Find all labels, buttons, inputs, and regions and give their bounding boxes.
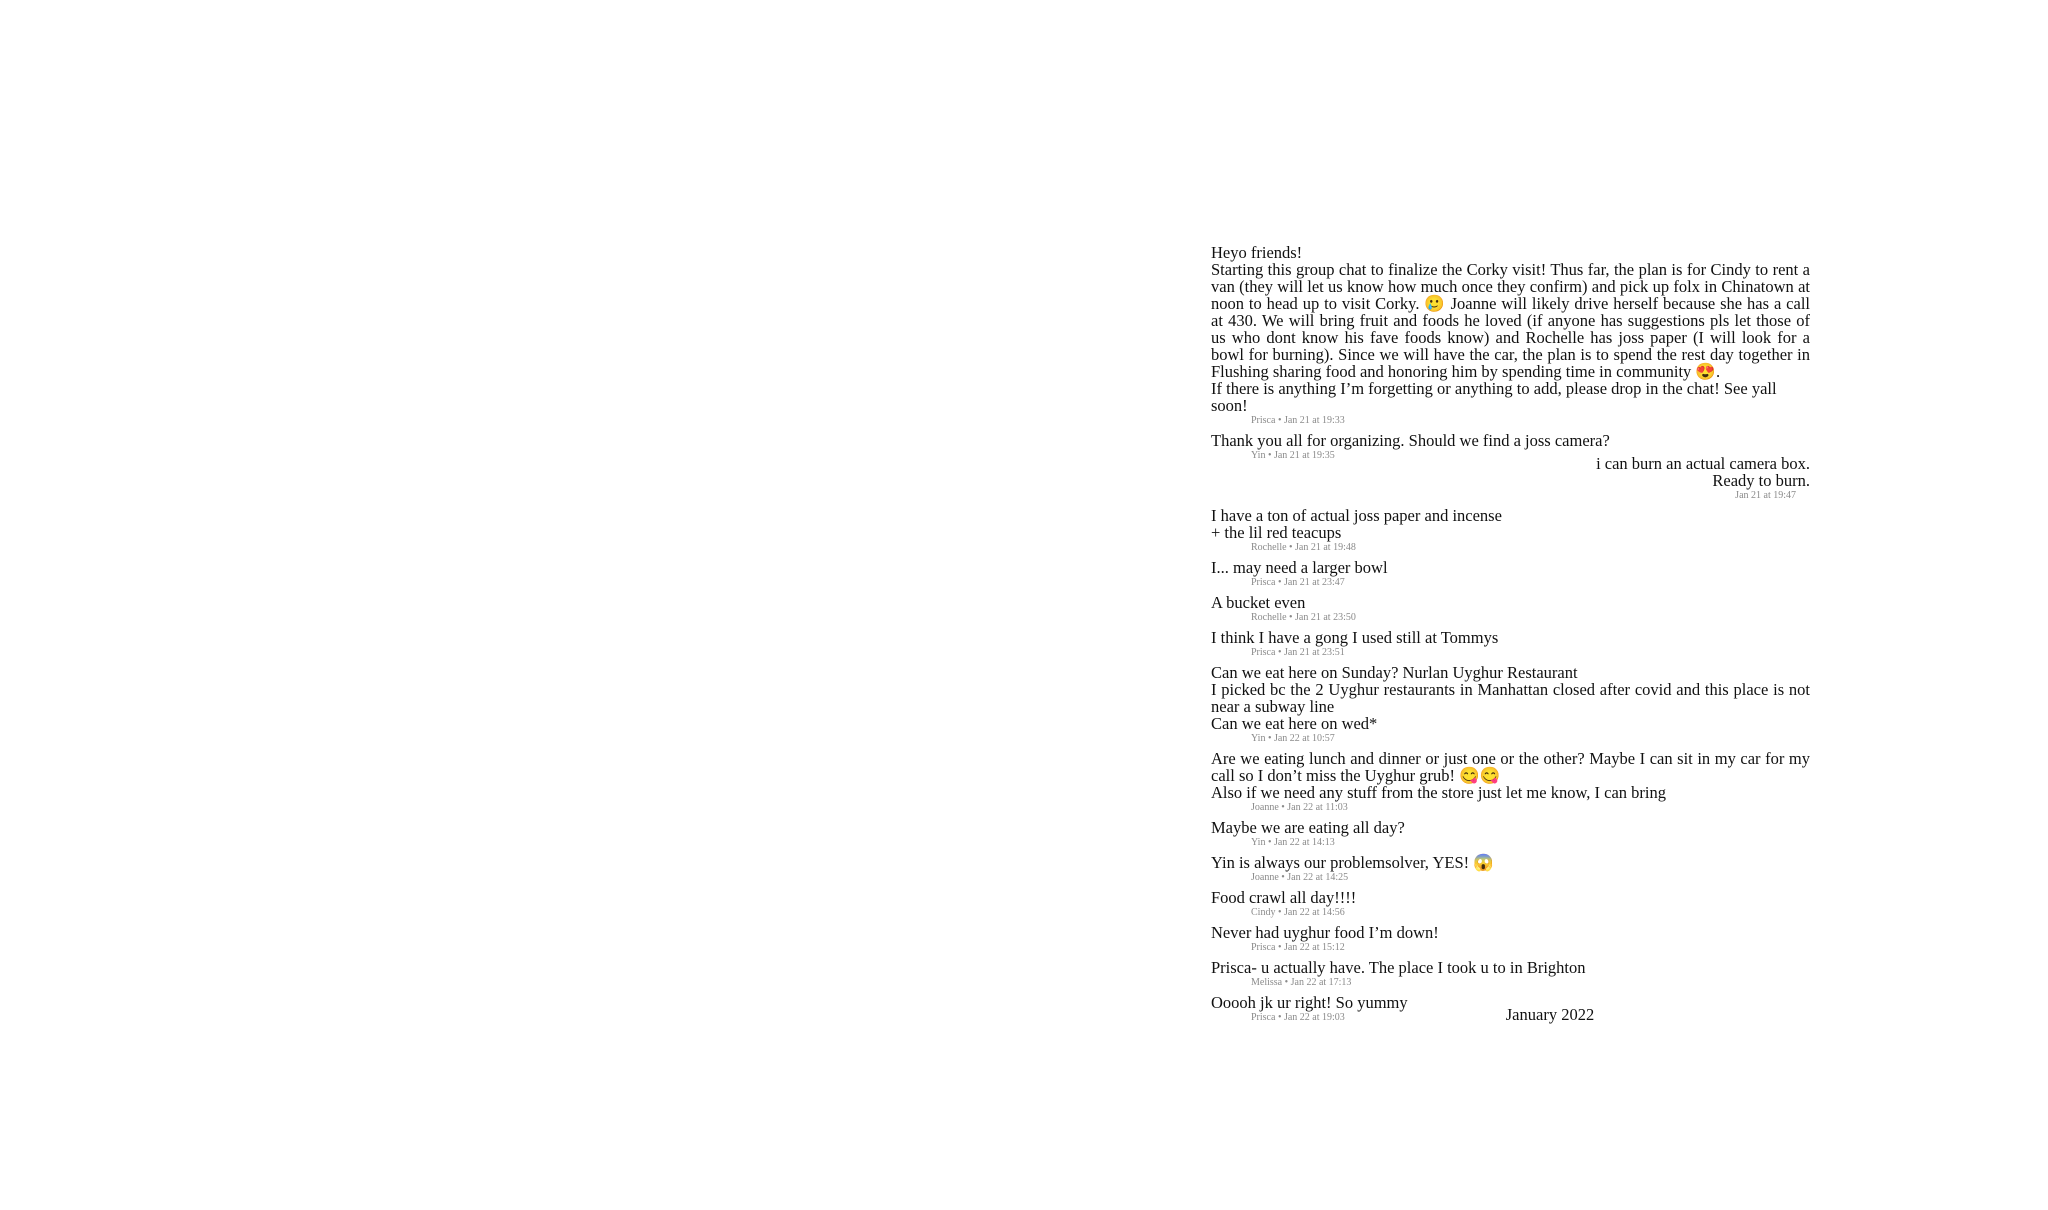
message-meta: Joanne • Jan 22 at 11:03 — [1251, 802, 1348, 813]
message-meta: Joanne • Jan 22 at 14:25 — [1251, 872, 1349, 883]
message-text: I think I have a gong I used still at Tommys — [1211, 628, 1499, 647]
message-text: Never had uyghur food I’m down! — [1211, 923, 1439, 942]
message-text: If there is anything I’m forgetting or anything to add, please drop in the chat! See yall soon! — [1211, 379, 1777, 415]
message-text: I... may need a larger bowl — [1211, 558, 1388, 577]
message-outgoing — [1211, 455, 1810, 501]
message-text: I have a ton of actual joss paper and incense — [1211, 506, 1502, 525]
message-meta: Cindy • Jan 22 at 14:56 — [1251, 907, 1345, 918]
chat-transcript — [1211, 244, 1810, 1029]
message-text: Maybe we are eating all day? — [1211, 818, 1405, 837]
message — [1211, 924, 1810, 953]
message — [1211, 594, 1810, 623]
message-text: Prisca- u actually have. The place I took u to in Brighton — [1211, 958, 1586, 977]
message — [1211, 559, 1810, 588]
message-meta: Yin • Jan 21 at 19:35 — [1251, 450, 1335, 461]
message-text: Ooooh jk ur right! So yummy — [1211, 993, 1408, 1012]
message-text: I picked bc the 2 Uyghur restaurants in Manhattan closed after covid and this place is not near a subway line — [1211, 680, 1810, 716]
message — [1211, 889, 1810, 918]
message-meta: Prisca • Jan 22 at 15:12 — [1251, 942, 1345, 953]
message — [1211, 750, 1810, 813]
page-footer-date: January 2022 — [1505, 1005, 1595, 1024]
message-text: Yin is always our problemsolver, YES! 😱 — [1211, 853, 1494, 872]
message-meta: Melissa • Jan 22 at 17:13 — [1251, 977, 1352, 988]
message-text: Starting this group chat to finalize the Corky visit! Thus far, the plan is for Cindy to rent a van (they will let us know how much once they confirm) and pick up folx in Chinatown at noon to head up to visit Corky. 🥲 Joanne will likely drive herself because she has a call at 430. We will bring fruit and foods he loved (if anyone has suggestions pls let those of us who dont know his fave foods know) and Rochelle has joss paper (I will look for a bowl for burning). Since we will have the car, the plan is to spend the rest day together in Flushing sharing food and honoring him by spending time in community 😍. — [1211, 260, 1810, 381]
message-text: i can burn an actual camera box. — [1596, 454, 1810, 473]
message-text: Can we eat here on wed* — [1211, 714, 1378, 733]
message-text: Are we eating lunch and dinner or just one or the other? Maybe I can sit in my car for my call so I don’t miss the Uyghur grub! 😋😋 — [1211, 749, 1810, 785]
message — [1211, 819, 1810, 848]
message — [1211, 244, 1810, 426]
message — [1211, 959, 1810, 988]
message-text: Can we eat here on Sunday? Nurlan Uyghur Restaurant — [1211, 663, 1578, 682]
message-text: Ready to burn. — [1712, 471, 1810, 490]
message-text: Also if we need any stuff from the store just let me know, I can bring — [1211, 783, 1667, 802]
message-meta: Rochelle • Jan 21 at 19:48 — [1251, 542, 1356, 553]
message — [1211, 629, 1810, 658]
message-meta: Prisca • Jan 21 at 23:51 — [1251, 647, 1345, 658]
message-meta: Prisca • Jan 22 at 19:03 — [1251, 1012, 1345, 1023]
message-meta: Jan 21 at 19:47 — [1735, 490, 1796, 501]
message-meta: Prisca • Jan 21 at 19:33 — [1251, 415, 1345, 426]
message-text: A bucket even — [1211, 593, 1306, 612]
message-text: Heyo friends! — [1211, 243, 1303, 262]
message-meta: Yin • Jan 22 at 10:57 — [1251, 733, 1335, 744]
message — [1211, 507, 1810, 553]
message-text: Thank you all for organizing. Should we find a joss camera? — [1211, 431, 1610, 450]
message-meta: Yin • Jan 22 at 14:13 — [1251, 837, 1335, 848]
message-text: Food crawl all day!!!! — [1211, 888, 1357, 907]
message — [1211, 854, 1810, 883]
message-meta: Prisca • Jan 21 at 23:47 — [1251, 577, 1345, 588]
message-text: + the lil red teacups — [1211, 523, 1342, 542]
message — [1211, 664, 1810, 744]
message-meta: Rochelle • Jan 21 at 23:50 — [1251, 612, 1356, 623]
